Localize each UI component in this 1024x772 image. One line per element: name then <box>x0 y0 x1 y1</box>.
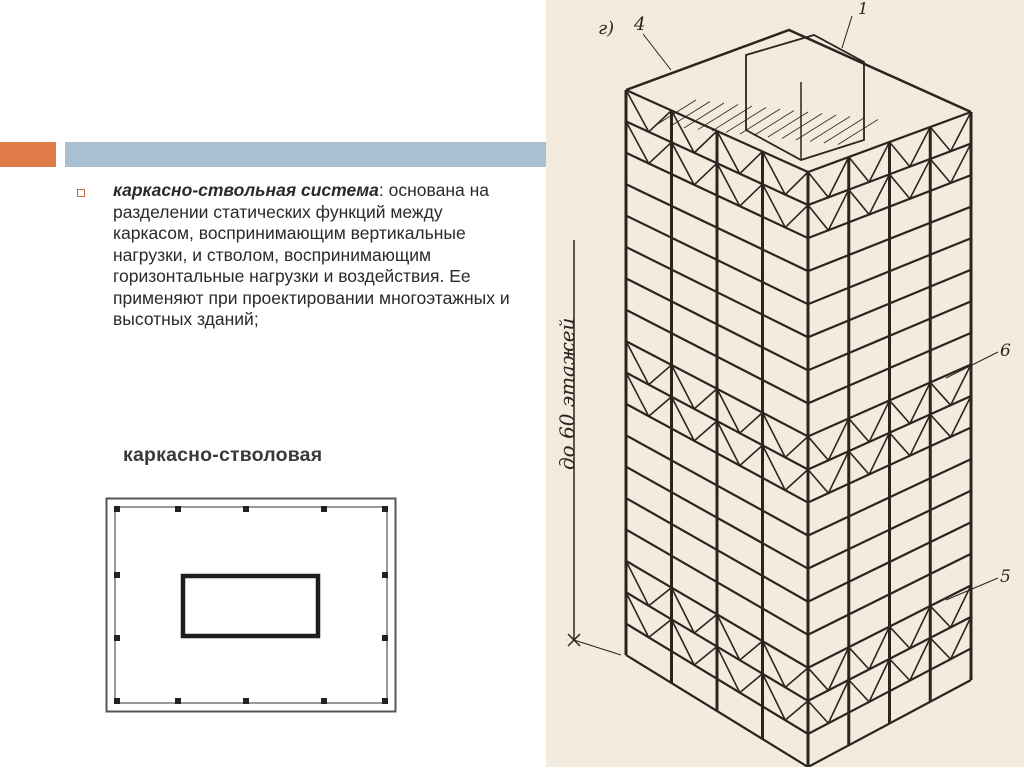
slab-hatch-9 <box>782 114 822 139</box>
bullet-colon: : <box>378 180 384 200</box>
plan-column-5 <box>321 698 327 704</box>
plan-column-9 <box>382 698 388 704</box>
accent-bar-orange <box>0 142 56 167</box>
leader-1 <box>842 16 852 48</box>
plan-caption: каркасно-стволовая <box>123 444 323 466</box>
plan-columns <box>114 506 388 704</box>
slab-hatch-10 <box>796 115 836 140</box>
floor-beam-17 <box>626 624 971 734</box>
floor-beam-14 <box>626 529 971 634</box>
plan-column-7 <box>114 698 120 704</box>
bullet-term: каркасно-ствольная система <box>113 180 379 200</box>
plan-column-13 <box>382 635 388 641</box>
plan-column-2 <box>243 506 249 512</box>
floor-beam-13 <box>626 498 971 602</box>
floor-beam-15 <box>626 561 971 668</box>
plan-core <box>183 576 318 636</box>
brace-left-3-1 <box>672 397 718 441</box>
plan-column-4 <box>321 506 327 512</box>
bullet-description: основана на разделении статических функций между каркасом, воспринимающим вертикальные нагрузки, и стволом, воспринимающим горизонтальные нагрузки и воздействия. Ее применяют при проектировании многоэтажных и высотных зданий; <box>113 180 510 329</box>
floor-beam-16 <box>626 592 971 701</box>
slab-hatch-3 <box>698 105 738 130</box>
label-1: 1 <box>858 0 869 18</box>
brace-left-2-1 <box>672 365 718 409</box>
slab-hatch-13 <box>838 120 878 145</box>
floor-beam-1 <box>626 121 971 205</box>
bullet-item <box>77 180 517 331</box>
brace-left-2-3 <box>763 413 809 458</box>
plan-column-6 <box>114 506 120 512</box>
plan-column-1 <box>175 698 181 704</box>
building-frame-svg <box>546 0 1024 767</box>
roof-back-edge <box>626 30 971 112</box>
dimension-leader <box>574 640 621 655</box>
label-6: 6 <box>1000 341 1011 361</box>
floor-beam-0 <box>626 90 971 172</box>
brace-left-2-0 <box>626 341 672 385</box>
plan-column-11 <box>382 572 388 578</box>
label-g: г) <box>598 18 615 39</box>
slab-hatch-0 <box>656 100 696 125</box>
plan-column-3 <box>243 698 249 704</box>
plan-column-0 <box>175 506 181 512</box>
core-shaft <box>746 35 864 160</box>
label-4: 4 <box>634 14 646 35</box>
plan-column-10 <box>114 572 120 578</box>
plan-outer-wall <box>107 499 396 712</box>
slab-hatch-11 <box>810 117 850 142</box>
floor-beam-2 <box>626 153 971 238</box>
accent-bar-blue <box>65 142 546 167</box>
square-bullet-icon <box>77 189 85 197</box>
slab-hatch-12 <box>824 118 864 143</box>
floor-beam-18 <box>626 655 971 767</box>
slab-hatch-1 <box>670 102 710 127</box>
label-5: 5 <box>1000 567 1011 587</box>
floor-beam-12 <box>626 467 971 569</box>
building-frame-drawing <box>546 0 1024 767</box>
brace-left-3-3 <box>763 445 809 490</box>
leader-4 <box>643 34 671 70</box>
plan-column-12 <box>114 635 120 641</box>
label-height: до 60 этажей <box>555 317 579 470</box>
plan-column-8 <box>382 506 388 512</box>
brace-left-3-2 <box>717 421 763 466</box>
slab-hatch-8 <box>768 112 808 137</box>
slab-hatch-7 <box>754 111 794 136</box>
plan-diagram <box>105 497 397 713</box>
brace-left-3-0 <box>626 373 672 417</box>
bullet-text <box>113 180 517 331</box>
plan-inner-wall <box>115 507 387 703</box>
brace-left-2-2 <box>717 389 763 433</box>
frame-structure <box>626 16 998 767</box>
